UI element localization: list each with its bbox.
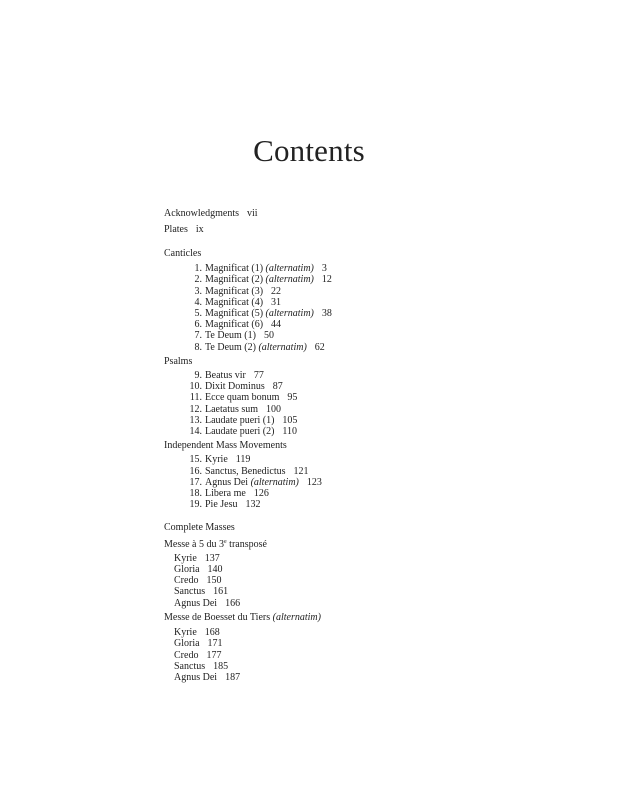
- entry-number: 18.: [189, 488, 202, 500]
- toc-entry: [164, 392, 494, 403]
- entry-number: 15.: [189, 454, 202, 466]
- mass-movement: [164, 586, 494, 597]
- entry-note: (alternatim): [265, 274, 314, 286]
- movement-title: Credo: [174, 649, 199, 661]
- entry-page: 87: [272, 381, 283, 393]
- movement-page: 187: [225, 671, 241, 683]
- movement-page: 150: [206, 575, 222, 587]
- mass-movement: [164, 650, 494, 661]
- entry-note: (alternatim): [258, 341, 307, 353]
- entry-title: Magnificat (5): [205, 308, 264, 320]
- entry-number: 6.: [194, 319, 202, 331]
- entry-title: Libera me: [205, 488, 246, 500]
- entry-page: 44: [271, 319, 282, 331]
- movement-page: 137: [204, 552, 220, 564]
- toc-entry: [164, 477, 494, 488]
- movement-page: 166: [225, 597, 241, 609]
- entry-title: Magnificat (4): [205, 296, 264, 308]
- entry-number: 16.: [189, 465, 202, 477]
- entry-title: Dixit Dominus: [205, 381, 265, 393]
- toc-label: Plates: [164, 224, 188, 235]
- toc-entry: [164, 263, 494, 274]
- toc-entry-plates: [164, 224, 494, 240]
- toc-entry: [164, 274, 494, 285]
- movement-page: 168: [204, 627, 220, 639]
- entry-page: 12: [321, 274, 332, 286]
- mass-movement: [164, 638, 494, 649]
- entry-page: 110: [282, 426, 298, 438]
- movement-title: Sanctus: [174, 586, 206, 598]
- movement-page: 185: [213, 660, 229, 672]
- toc-entry: [164, 370, 494, 381]
- section-heading-mass-movements: Independent Mass Movements: [164, 440, 287, 452]
- entry-note: (alternatim): [265, 308, 314, 320]
- entry-number: 13.: [189, 414, 202, 426]
- movement-page: 140: [207, 564, 223, 576]
- entry-page: 50: [263, 330, 274, 342]
- entry-page: 100: [266, 403, 282, 415]
- toc-entry: [164, 308, 494, 319]
- mass-movement: [164, 564, 494, 575]
- entry-number: 17.: [189, 476, 202, 488]
- entry-number: 5.: [194, 308, 202, 320]
- entry-title: Te Deum (2): [205, 341, 256, 353]
- toc-entry: [164, 381, 494, 392]
- toc-entry: [164, 404, 494, 415]
- entry-title: Laudate pueri (2): [205, 426, 275, 438]
- section-heading-complete-masses: Complete Masses: [164, 522, 235, 534]
- toc-entry: [164, 342, 494, 353]
- toc-entry: [164, 330, 494, 341]
- entry-page: 31: [271, 296, 282, 308]
- entry-number: 9.: [194, 370, 202, 382]
- movement-title: Sanctus: [174, 660, 206, 672]
- entry-title: Magnificat (3): [205, 285, 264, 297]
- entry-number: 19.: [189, 499, 202, 511]
- toc-entry: [164, 286, 494, 297]
- mass-title-note: (alternatim): [272, 611, 321, 623]
- section-heading-canticles: Canticles: [164, 248, 202, 259]
- mass-movement: [164, 672, 494, 683]
- mass-movement: [164, 575, 494, 586]
- entry-number: 10.: [189, 381, 202, 393]
- entry-page: 62: [314, 341, 325, 353]
- mass-movement: [164, 553, 494, 564]
- entry-title: Kyrie: [205, 454, 228, 466]
- entry-number: 7.: [194, 330, 202, 342]
- entry-number: 4.: [194, 296, 202, 308]
- entry-number: 1.: [194, 263, 202, 275]
- entry-page: 95: [287, 392, 298, 404]
- entry-number: 3.: [194, 285, 202, 297]
- movement-page: 161: [213, 586, 229, 598]
- entry-note: (alternatim): [250, 476, 299, 488]
- movement-page: 171: [207, 638, 223, 650]
- mass-movement: [164, 661, 494, 672]
- toc-entry: [164, 499, 494, 510]
- toc-page: ix: [195, 224, 204, 235]
- entry-page: 105: [282, 414, 298, 426]
- entry-page: 77: [253, 370, 264, 382]
- entry-title: Laudate pueri (1): [205, 414, 275, 426]
- entry-note: (alternatim): [265, 263, 314, 275]
- entry-title: Te Deum (1): [205, 330, 256, 342]
- movement-title: Gloria: [174, 564, 200, 576]
- mass-movement: [164, 627, 494, 638]
- toc-entry-acknowledgments: [164, 208, 494, 224]
- movement-title: Kyrie: [174, 627, 197, 639]
- entry-number: 12.: [189, 403, 202, 415]
- table-of-contents: [164, 208, 494, 683]
- toc-entry: [164, 319, 494, 330]
- entry-title: Laetatus sum: [205, 403, 259, 415]
- toc-entry: [164, 297, 494, 308]
- entry-number: 11.: [189, 392, 202, 404]
- entry-page: 119: [235, 454, 251, 466]
- page-title: Contents: [253, 133, 365, 168]
- toc-label: Acknowledgments: [164, 208, 239, 219]
- entry-title: Pie Jesu: [205, 499, 238, 511]
- mass-title-text-end: transposé: [226, 538, 267, 550]
- movement-title: Gloria: [174, 638, 200, 650]
- entry-title: Beatus vir: [205, 370, 246, 382]
- toc-entry: [164, 488, 494, 499]
- entry-page: 132: [245, 499, 261, 511]
- toc-page: vii: [247, 208, 258, 219]
- entry-page: 123: [306, 476, 322, 488]
- mass-title-superscript: e: [224, 538, 227, 545]
- mass-movement: [164, 598, 494, 609]
- entry-page: 121: [293, 465, 309, 477]
- toc-entry: [164, 466, 494, 477]
- entry-title: Magnificat (2): [205, 274, 264, 286]
- entry-number: 8.: [194, 341, 202, 353]
- entry-title: Sanctus, Benedictus: [205, 465, 286, 477]
- entry-title: Ecce quam bonum: [205, 392, 280, 404]
- entry-page: 126: [253, 488, 269, 500]
- mass-title: [164, 612, 494, 623]
- movement-title: Credo: [174, 575, 199, 587]
- movement-title: Kyrie: [174, 552, 197, 564]
- toc-entry: [164, 415, 494, 426]
- movement-title: Agnus Dei: [174, 671, 218, 683]
- toc-entry: [164, 426, 494, 437]
- entry-page: 38: [321, 308, 332, 320]
- entry-number: 14.: [189, 426, 202, 438]
- mass-title-text: Messe à 5 du 3: [164, 538, 224, 550]
- entry-page: 22: [271, 285, 282, 297]
- toc-entry: [164, 454, 494, 465]
- section-heading-psalms: Psalms: [164, 355, 193, 367]
- entry-title: Agnus Dei: [205, 476, 249, 488]
- entry-title: Magnificat (6): [205, 319, 264, 331]
- movement-title: Agnus Dei: [174, 597, 218, 609]
- entry-page: 3: [321, 263, 327, 275]
- entry-number: 2.: [194, 274, 202, 286]
- movement-page: 177: [206, 649, 222, 661]
- mass-title-text: Messe de Boesset du Tiers: [164, 611, 271, 623]
- mass-title: [164, 539, 494, 550]
- entry-title: Magnificat (1): [205, 263, 264, 275]
